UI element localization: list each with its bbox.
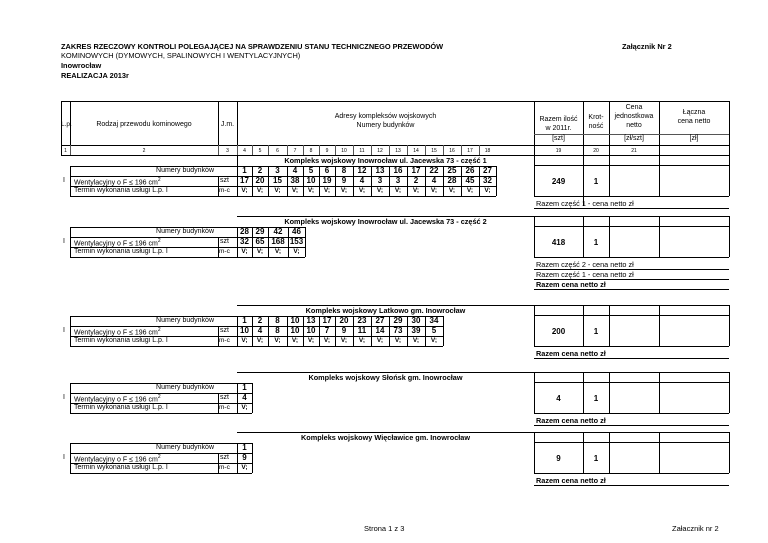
col-number: 2 [142, 148, 146, 154]
building-number: 6 [324, 166, 330, 175]
col-laczna-header-1: Łączna [682, 109, 706, 116]
label-termin: Termin wykonania usługi L.p. I [74, 404, 168, 411]
quantity: 32 [483, 176, 492, 185]
quantity: 73 [393, 326, 403, 335]
label-szt: szt [220, 327, 229, 334]
col-cena-header-1: Cena [625, 104, 643, 111]
total-quantity: 200 [551, 327, 566, 336]
label-termin: Termin wykonania usługi L.p. I [74, 187, 168, 194]
footer-row: Razem część 1 - cena netto zł [536, 270, 634, 279]
term-value: V; [323, 337, 331, 344]
footer-row: Razem cena netto zł [536, 476, 606, 485]
term-value: V; [241, 248, 248, 255]
label-wentylacyjny-text: Wentylacyjny o F ≤ 196 cm [74, 396, 158, 404]
building-number: 8 [275, 316, 280, 325]
label-mc: m-c [219, 187, 230, 194]
quantity: 4 [257, 326, 263, 335]
col-adresy-header-1: Adresy kompleksów wojskowych [334, 113, 437, 120]
term-value: V; [466, 187, 474, 194]
building-number: 2 [257, 166, 263, 175]
term-value: V; [430, 187, 438, 194]
building-number: 4 [292, 166, 298, 175]
label-numery: Numery budynków [156, 167, 214, 174]
col-adresy-header-2: Numery budynków [356, 122, 415, 129]
quantity: 19 [322, 176, 332, 185]
quantity: 65 [255, 237, 265, 246]
multiplicity: 1 [593, 327, 599, 336]
col-number: 20 [593, 148, 599, 154]
label-numery: Numery budynków [156, 384, 214, 391]
quantity: 9 [341, 176, 347, 185]
col-number: 7 [293, 148, 297, 154]
term-value: V; [291, 337, 299, 344]
term-value: V; [430, 337, 438, 344]
term-value: V; [291, 187, 299, 194]
quantity: 168 [271, 237, 285, 246]
building-number: 13 [375, 166, 385, 175]
col-laczna-header-3: [zł] [689, 135, 699, 142]
label-numery: Numery budynków [156, 444, 214, 451]
building-number: 1 [242, 383, 247, 392]
footer-row: Razem cena netto zł [536, 280, 606, 289]
label-sup: 2 [157, 454, 161, 460]
footer-row: Razem cena netto zł [536, 416, 606, 425]
term-value: V; [358, 187, 366, 194]
col-razem-header-1: Razem ilość [539, 116, 578, 123]
building-number: 29 [393, 316, 403, 325]
term-value: V; [256, 248, 264, 255]
label-termin: Termin wykonania usługi L.p. I [74, 464, 168, 471]
section-title: Kompleks wojskowy Inowrocław ul. Jacewska 73 - część 1 [284, 156, 487, 165]
total-quantity: 4 [556, 394, 561, 403]
multiplicity: 1 [593, 238, 599, 247]
col-number: 13 [395, 148, 401, 154]
multiplicity: 1 [593, 177, 599, 186]
term-value: V; [340, 187, 348, 194]
col-number: 16 [449, 148, 455, 154]
col-number: 10 [341, 148, 347, 154]
term-value: V; [376, 187, 384, 194]
quantity: 9 [242, 453, 247, 462]
building-number: 1 [242, 166, 247, 175]
quantity: 2 [413, 176, 419, 185]
building-number: 29 [255, 227, 265, 236]
building-number: 3 [275, 166, 280, 175]
footer-row: Razem cena netto zł [536, 349, 606, 358]
label-wentylacyjny [74, 327, 161, 336]
col-number: 3 [226, 148, 229, 154]
label-sup: 2 [157, 177, 161, 183]
quantity: 39 [411, 326, 421, 335]
col-number: 6 [276, 148, 279, 154]
col-cena-header-2: jednostkowa [614, 113, 654, 120]
building-number: 23 [357, 316, 367, 325]
building-number: 17 [322, 316, 332, 325]
label-mc: m-c [219, 337, 230, 344]
quantity: 9 [341, 326, 347, 335]
label-wentylacyjny-text: Wentylacyjny o F ≤ 196 cm [74, 179, 158, 187]
quantity: 14 [375, 326, 385, 335]
building-number: 26 [465, 166, 475, 175]
label-wentylacyjny [74, 238, 161, 247]
label-numery: Numery budynków [156, 317, 214, 324]
term-value: V; [241, 187, 248, 194]
quantity: 20 [255, 176, 265, 185]
term-value: V; [256, 187, 264, 194]
quantity: 4 [431, 176, 437, 185]
term-value: V; [376, 337, 384, 344]
quantity: 45 [465, 176, 475, 185]
label-wentylacyjny [74, 394, 161, 403]
quantity: 11 [357, 326, 367, 335]
term-value: V; [241, 404, 248, 411]
building-number: 34 [429, 316, 439, 325]
label-roman: I [63, 327, 65, 334]
quantity: 3 [395, 176, 401, 185]
quantity: 17 [240, 176, 249, 185]
term-value: V; [274, 337, 281, 344]
col-number: 19 [555, 148, 562, 154]
term-value: V; [448, 187, 456, 194]
building-number: 2 [257, 316, 263, 325]
term-value: V; [412, 187, 420, 194]
building-number: 46 [292, 227, 301, 236]
doc-city: Inowrocław [61, 61, 102, 70]
multiplicity: 1 [593, 394, 599, 403]
label-wentylacyjny [74, 177, 161, 186]
label-sup: 2 [157, 394, 161, 400]
col-cena-header-4: [zł/szt] [624, 135, 644, 142]
col-number: 12 [377, 148, 383, 154]
building-number: 5 [308, 166, 314, 175]
label-wentylacyjny-text: Wentylacyjny o F ≤ 196 cm [74, 456, 158, 464]
col-razem-header-3: [szt] [552, 135, 565, 142]
quantity: 15 [273, 176, 282, 185]
label-numery: Numery budynków [156, 228, 214, 235]
label-sup: 2 [157, 327, 161, 333]
col-number: 9 [325, 148, 329, 154]
footer-row: Razem część 2 - cena netto zł [536, 260, 634, 269]
label-szt: szt [220, 394, 229, 401]
quantity: 4 [359, 176, 365, 185]
col-number: 21 [631, 148, 637, 154]
col-number: 1 [64, 148, 67, 154]
label-mc: m-c [219, 464, 230, 471]
label-roman: I [63, 177, 65, 184]
building-number: 27 [483, 166, 492, 175]
building-number: 10 [290, 316, 300, 325]
col-number: 18 [484, 148, 491, 154]
building-number: 25 [447, 166, 457, 175]
term-value: V; [340, 337, 348, 344]
term-value: V; [358, 337, 366, 344]
col-number: 4 [243, 148, 246, 154]
building-number: 17 [411, 166, 421, 175]
label-szt: szt [220, 454, 229, 461]
term-value: V; [256, 337, 264, 344]
term-value: V; [241, 464, 248, 471]
building-number: 16 [393, 166, 403, 175]
term-value: V; [293, 248, 300, 255]
doc-title-line2: KOMINOWYCH (DYMOWYCH, SPALINOWYCH I WENTYLACYJNYCH) [61, 51, 301, 60]
total-quantity: 249 [551, 177, 566, 186]
col-krot-header-1: Krot- [588, 114, 604, 121]
quantity: 38 [290, 176, 300, 185]
term-value: V; [394, 187, 402, 194]
col-number: 5 [258, 148, 262, 154]
label-termin: Termin wykonania usługi L.p. I [74, 337, 168, 344]
building-number: 28 [240, 227, 249, 236]
label-szt: szt [220, 177, 229, 184]
building-number: 20 [339, 316, 349, 325]
doc-title-line1: ZAKRES RZECZOWY KONTROLI POLEGAJĄCEJ NA SPRAWDZENIU STANU TECHNICZNEGO PRZEWODÓW [61, 42, 444, 51]
label-roman: I [63, 394, 65, 401]
quantity: 8 [275, 326, 280, 335]
term-value: V; [241, 337, 248, 344]
quantity: 153 [289, 237, 304, 246]
col-laczna-header-2: cena netto [677, 118, 711, 125]
section-title: Kompleks wojskowy Więcławice gm. Inowrocław [300, 433, 471, 442]
col-krot-header-2: ność [588, 123, 604, 130]
label-mc: m-c [219, 404, 230, 411]
quantity: 10 [306, 176, 316, 185]
col-number: 17 [467, 148, 473, 154]
building-number: 8 [341, 166, 347, 175]
term-value: V; [394, 337, 402, 344]
building-number: 22 [429, 166, 439, 175]
col-number: 11 [359, 148, 365, 154]
building-number: 13 [306, 316, 316, 325]
col-rodzaj-header: Rodzaj przewodu kominowego [96, 121, 192, 128]
quantity: 7 [324, 326, 330, 335]
label-mc: m-c [219, 248, 230, 255]
col-cena-header-3: netto [626, 122, 642, 129]
term-value: V; [484, 187, 491, 194]
label-szt: szt [220, 238, 229, 245]
label-termin: Termin wykonania usługi L.p. I [74, 248, 168, 255]
total-quantity: 9 [556, 454, 561, 463]
label-wentylacyjny-text: Wentylacyjny o F ≤ 196 cm [74, 240, 158, 248]
quantity: 32 [240, 237, 249, 246]
quantity: 3 [377, 176, 383, 185]
building-number: 12 [357, 166, 367, 175]
quantity: 10 [290, 326, 300, 335]
label-sup: 2 [157, 238, 161, 244]
term-value: V; [307, 337, 315, 344]
footer-row: Razem część 1 - cena netto zł [536, 199, 634, 208]
col-number: 8 [309, 148, 313, 154]
quantity: 10 [240, 326, 249, 335]
term-value: V; [323, 187, 331, 194]
label-roman: I [63, 238, 65, 245]
attachment-label: Załącznik Nr 2 [622, 42, 672, 51]
building-number: 1 [242, 316, 247, 325]
quantity: 28 [447, 176, 457, 185]
building-number: 42 [273, 227, 283, 236]
quantity: 5 [431, 326, 437, 335]
doc-realization: REALIZACJA 2013r [61, 71, 129, 80]
label-wentylacyjny-text: Wentylacyjny o F ≤ 196 cm [74, 329, 158, 337]
building-number: 30 [411, 316, 421, 325]
term-value: V; [307, 187, 315, 194]
term-value: V; [274, 248, 282, 255]
section-title: Kompleks wojskowy Słońsk gm. Inowrocław [308, 373, 463, 382]
col-lp-header: L.p. [61, 121, 72, 128]
term-value: V; [412, 337, 420, 344]
label-roman: I [63, 454, 65, 461]
section-title: Kompleks wojskowy Inowrocław ul. Jacewska 73 - część 2 [284, 217, 487, 226]
quantity: 10 [306, 326, 316, 335]
building-number: 27 [375, 316, 385, 325]
col-number: 14 [413, 148, 419, 154]
footer-attachment: Załacznik nr 2 [672, 524, 719, 533]
term-value: V; [274, 187, 281, 194]
quantity: 4 [242, 393, 247, 402]
building-number: 1 [242, 443, 247, 452]
multiplicity: 1 [593, 454, 599, 463]
col-razem-header-2: w 2011r. [545, 125, 572, 132]
total-quantity: 418 [551, 238, 566, 247]
section-title: Kompleks wojskowy Latkowo gm. Inowrocław [305, 306, 466, 315]
label-wentylacyjny [74, 454, 161, 463]
col-jm-header: J.m. [220, 121, 235, 128]
col-number: 15 [431, 148, 437, 154]
page-number: Strona 1 z 3 [364, 524, 405, 533]
